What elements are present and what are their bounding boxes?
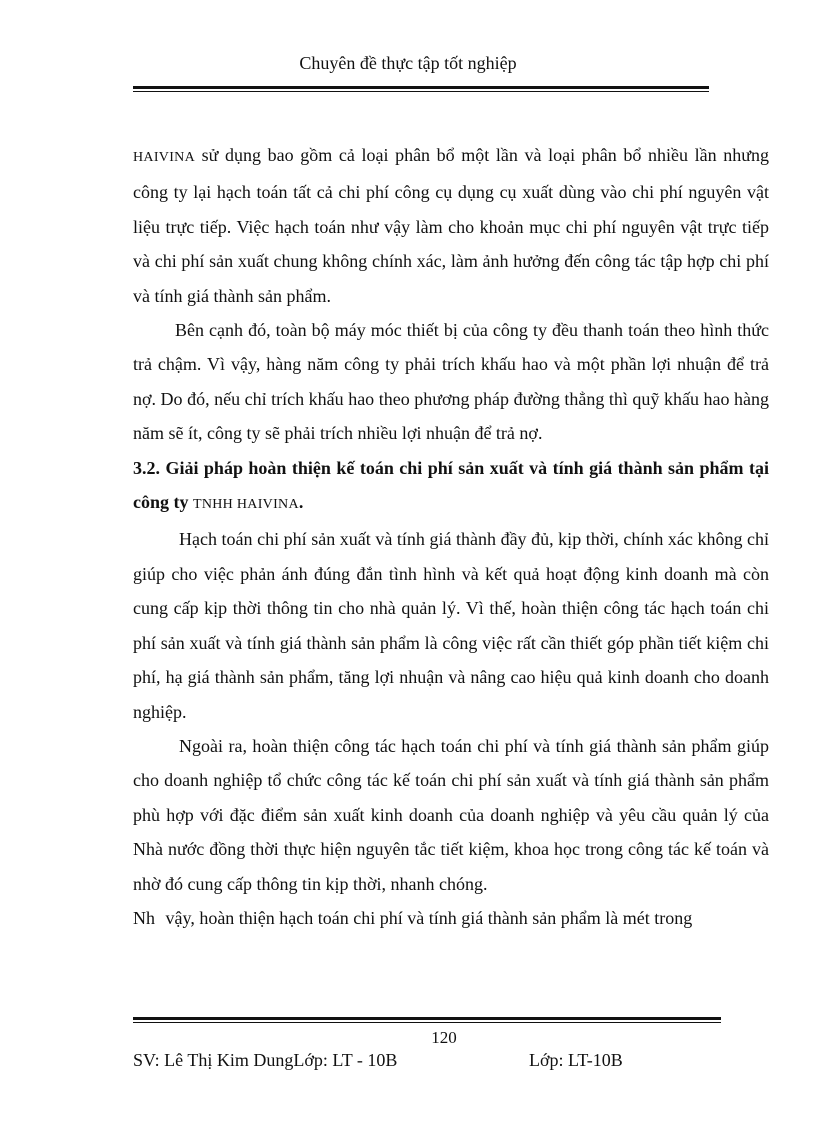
paragraph-3: Hạch toán chi phí sản xuất và tính giá thành đầy đủ, kịp thời, chính xác không chỉ giúp cho việc phản ánh đúng đắn tình hình và kết quả hoạt động kinh doanh mà còn cung cấp kịp thời thông tin cho nhà quản lý. Vì thế, hoàn thiện công tác hạch toán chi phí sản xuất và tính giá thành sản phẩm là công việc rất cần thiết góp phần tiết kiệm chi phí, hạ giá thành sản phẩm, tăng lợi nhuận và nâng cao hiệu quả kinh doanh cho doanh nghiệp. [133,529,769,722]
section-heading [133,451,769,523]
paragraph-5-text: vậy, hoàn thiện hạch toán chi phí và tính giá thành sản phẩm là mét trong [165,907,693,928]
footer-divider [133,1017,721,1023]
paragraph-4: Ngoài ra, hoàn thiện công tác hạch toán chi phí và tính giá thành sản phẩm giúp cho doanh nghiệp tổ chức công tác kế toán chi phí sản xuất và tính giá thành sản phẩm phù hợp với đặc điểm sản xuất kinh doanh của doanh nghiệp và yêu cầu quản lý của Nhà nước đồng thời thực hiện nguyên tắc tiết kiệm, khoa học trong công tác kế toán và nhờ đó cung cấp thông tin kịp thời, nhanh chóng. [133,735,769,894]
footer-class: Lớp: LT-10B [529,1050,623,1070]
company-brand-text: HAIVINA [133,150,195,165]
header-divider [133,86,709,92]
section-heading-end: . [298,492,304,513]
section-heading-company: TNHH HAIVINA [193,497,299,513]
section-heading-text: 3.2. Giải pháp hoàn thiện kế toán chi phí sản xuất và tính giá thành sản phẩm tại công ty [133,457,769,513]
paragraph-5 [133,901,769,935]
document-body [133,138,769,935]
footer-student: SV: Lê Thị Kim DungLớp: LT - 10B [133,1050,398,1070]
page-number: 120 [431,1028,457,1047]
paragraph-2: Bên cạnh đó, toàn bộ máy móc thiết bị của công ty đều thanh toán theo hình thức trả chậm. Vì vậy, hàng năm công ty phải trích khấu hao và một phần lợi nhuận để trả nợ. Do đó, nếu chỉ trích khấu hao theo phương pháp đường thẳng thì quỹ khấu hao hàng năm sẽ ít, công ty sẽ phải trích nhiều lợi nhuận để trả nợ. [133,320,769,444]
page-header-title: Chuyên đề thực tập tốt nghiệp [299,53,517,73]
paragraph-1-text: sử dụng bao gồm cả loại phân bổ một lần và loại phân bổ nhiều lần nhưng công ty lại hạch toán tất cả chi phí công cụ dụng cụ xuất dùng vào chi phí nguyên vật liệu trực tiếp. Việc hạch toán như vậy làm cho khoản mục chi phí nguyên vật trực tiếp và chi phí sản xuất chung không chính xác, làm ảnh hưởng đến công tác tập hợp chi phí và tính giá thành sản phẩm. [133,145,769,306]
paragraph-1 [133,138,769,313]
paragraph-5-start: Nh [133,907,155,928]
